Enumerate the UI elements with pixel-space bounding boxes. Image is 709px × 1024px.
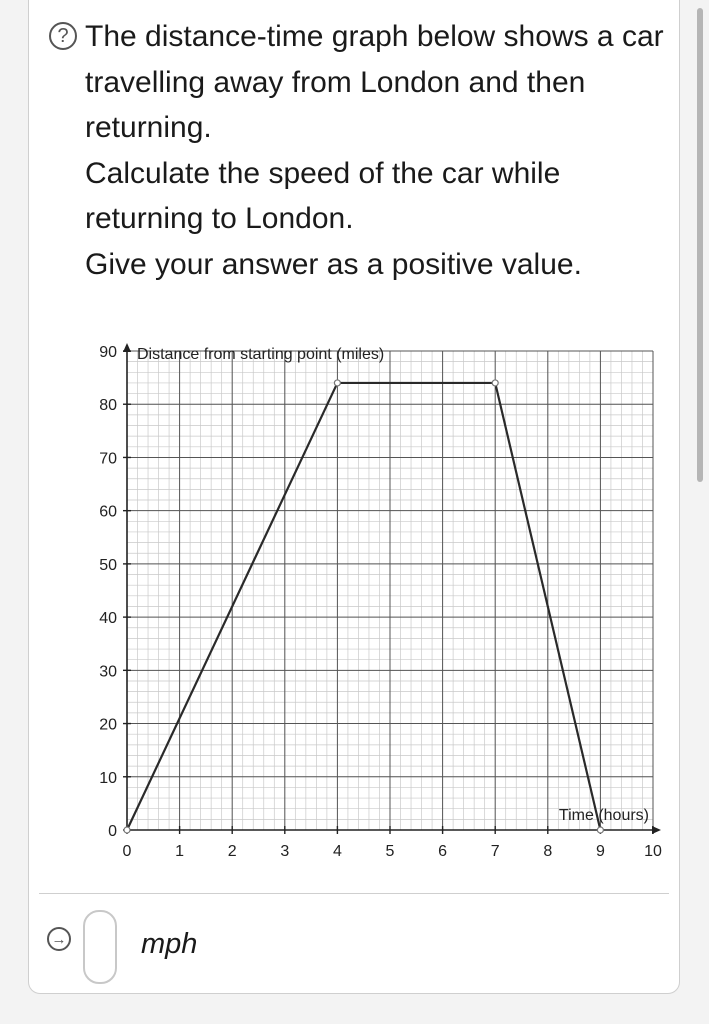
y-axis-label: Distance from starting point (miles) <box>137 346 385 363</box>
y-tick-label: 60 <box>99 503 117 521</box>
x-tick-label: 6 <box>438 843 448 860</box>
x-tick-label: 1 <box>175 843 185 860</box>
y-tick-label: 90 <box>99 344 117 361</box>
data-point <box>334 380 340 386</box>
data-point <box>124 827 130 833</box>
x-tick-label: 2 <box>227 843 237 860</box>
data-point <box>597 827 603 833</box>
y-tick-label: 0 <box>108 823 117 840</box>
x-tick-label: 9 <box>595 843 605 860</box>
y-tick-label: 10 <box>99 769 117 787</box>
distance-time-chart <box>29 330 679 870</box>
x-tick-label: 0 <box>122 843 132 860</box>
question-line-1: The distance-time graph below shows a car travelling away from London and then returning. <box>85 20 664 144</box>
scrollbar[interactable] <box>687 0 709 1024</box>
question-text <box>85 14 675 287</box>
x-tick-label: 3 <box>280 843 290 860</box>
y-tick-label: 40 <box>99 610 117 628</box>
question-circle-icon[interactable]: ? <box>49 22 77 50</box>
arrow-right-circle-icon: → <box>47 927 71 951</box>
x-tick-label: 10 <box>644 843 662 860</box>
y-tick-label: 80 <box>99 397 117 415</box>
x-tick-label: 5 <box>385 843 395 860</box>
question-line-3: Give your answer as a positive value. <box>85 247 582 281</box>
y-tick-label: 70 <box>99 450 117 468</box>
y-tick-label: 50 <box>99 556 117 574</box>
scrollbar-thumb[interactable] <box>697 8 703 482</box>
x-tick-label: 4 <box>332 843 342 860</box>
question-card <box>28 0 680 994</box>
y-tick-label: 20 <box>99 716 117 734</box>
x-tick-label: 7 <box>490 843 500 860</box>
divider <box>39 893 669 894</box>
question-line-2: Calculate the speed of the car while returning to London. <box>85 156 561 235</box>
x-tick-label: 8 <box>543 843 553 860</box>
x-axis-label: Time (hours) <box>558 807 649 824</box>
answer-input[interactable] <box>83 910 117 984</box>
answer-unit: mph <box>141 928 198 960</box>
data-point <box>492 380 498 386</box>
y-tick-label: 30 <box>99 663 117 681</box>
